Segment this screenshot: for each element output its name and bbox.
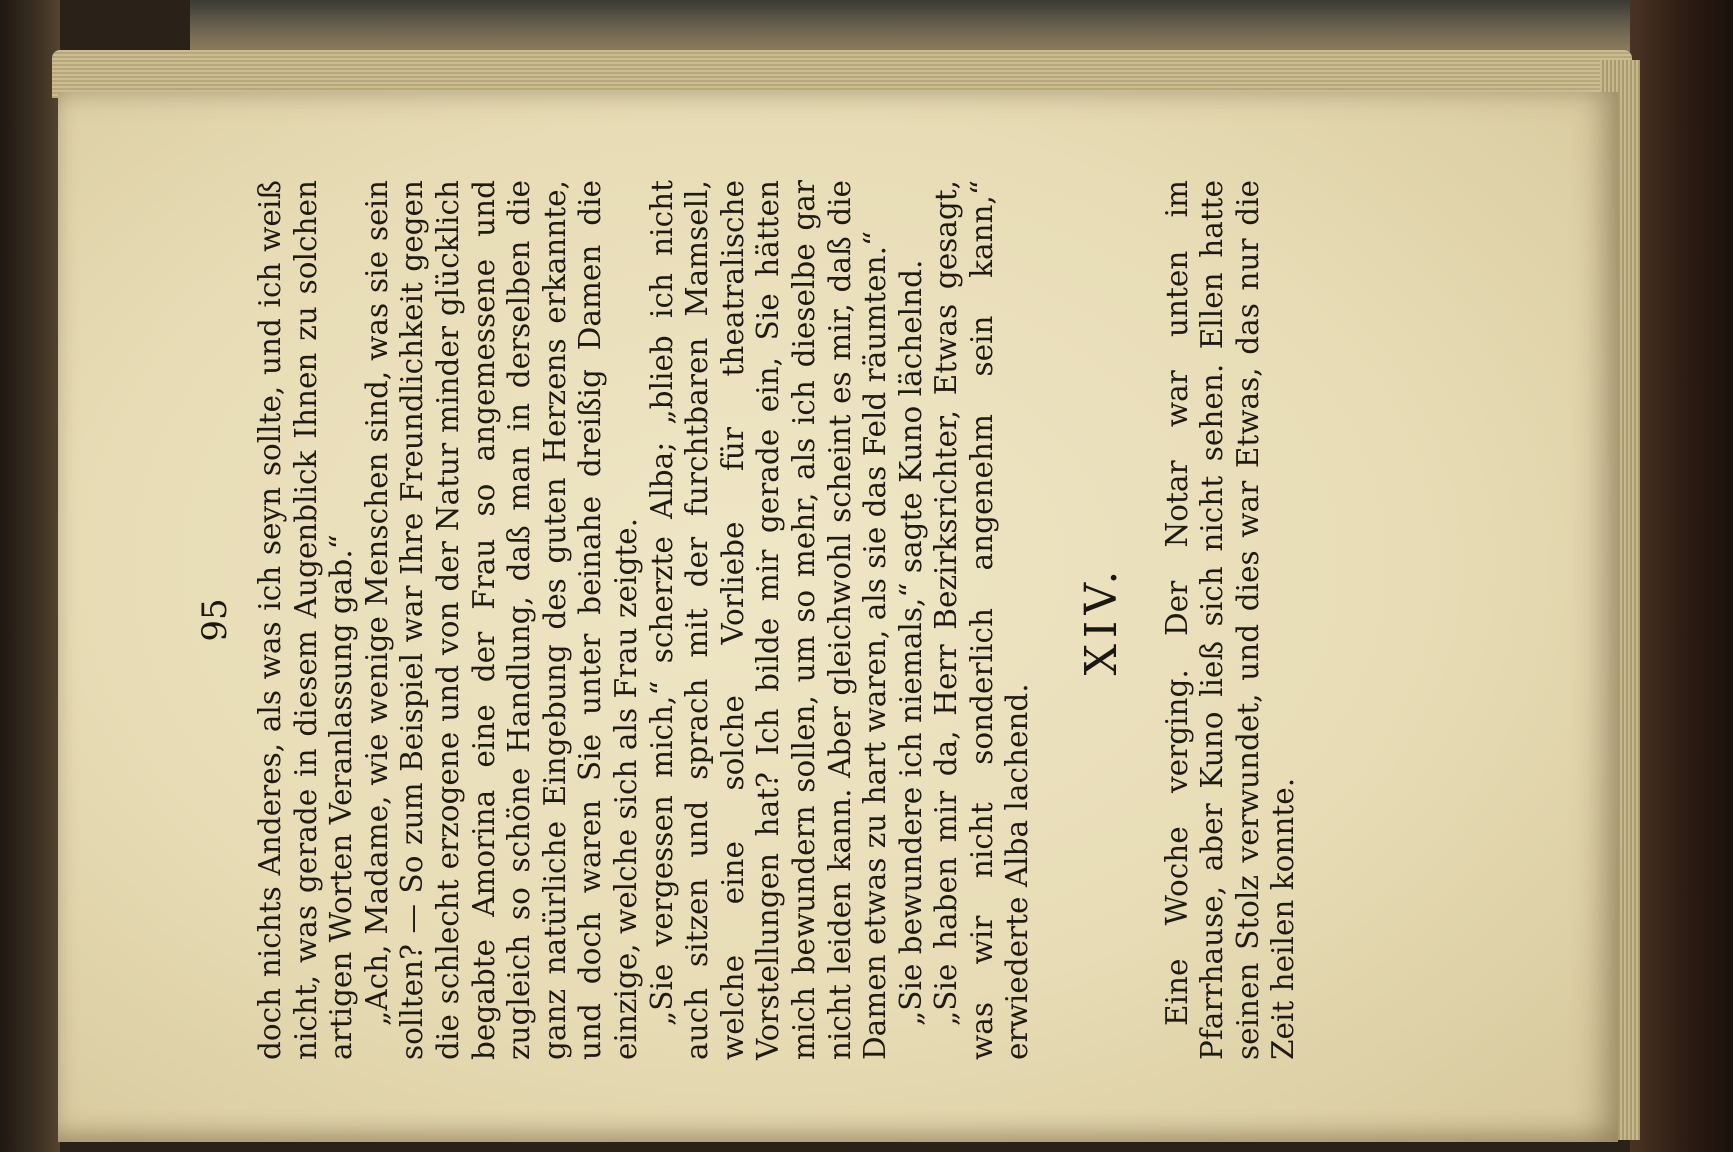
page-number: 95 xyxy=(195,598,235,642)
page-edges-top xyxy=(52,50,1632,98)
paragraph-2: „Ach, Madame, wie wenige Menschen sind, was sie sein sollten? — So zum Beispiel war Ihre Freundlichkeit gegen die schlecht erzogene und von der Natur minder glücklich begabte Amorina eine der Frau so angemessene und zugleich so schöne Handlung, daß man in derselben die ganz natürliche Eingebung des guten Herzens erkannte, und doch waren Sie unter beinahe dreißig Damen die einzige, welche sich als Frau zeigte. xyxy=(359,180,643,1060)
book-cover-edge xyxy=(0,0,60,1152)
paragraph-3: „Sie vergessen mich,“ scherzte Alba; „blieb ich nicht auch sitzen und sprach mit der furchtbaren Mamsell, welche eine solche Vorliebe für theatralische Vorstellungen hat? Ich bilde mir gerade ein, Sie hätten mich bewundern sollen, um so mehr, als ich dieselbe gar nicht leiden kann. Aber gleichwohl scheint es mir, daß die Damen etwas zu hart waren, als sie das Feld räumten.“ xyxy=(644,180,893,1060)
paragraph-1: doch nichts Anderes, als was ich seyn sollte, und ich weiß nicht, was gerade in diesem Augenblick Ihnen zu solchen artigen Worten Veranlassung gab.“ xyxy=(253,180,359,1060)
book-spine xyxy=(1630,0,1733,1152)
body-text xyxy=(253,180,1302,1060)
paragraph-4: „Sie bewundere ich niemals,“ sagte Kuno lächelnd. xyxy=(893,259,928,1026)
paragraph-5: „Sie haben mir da, Herr Bezirksrichter, Etwas gesagt, was wir nicht sonderlich angenehm sein kann,“ erwiederte Alba lachend. xyxy=(929,180,1035,1060)
chapter-heading: XIV. xyxy=(1076,564,1128,676)
page-text-frame xyxy=(195,180,1335,1060)
chapter-paragraph: Eine Woche verging. Der Notar war unten im Pfarrhause, aber Kuno ließ sich nicht sehen. Ellen hatte seinen Stolz verwundet, und dies war Etwas, das nur die Zeit heilen konnte. xyxy=(1159,180,1301,1060)
